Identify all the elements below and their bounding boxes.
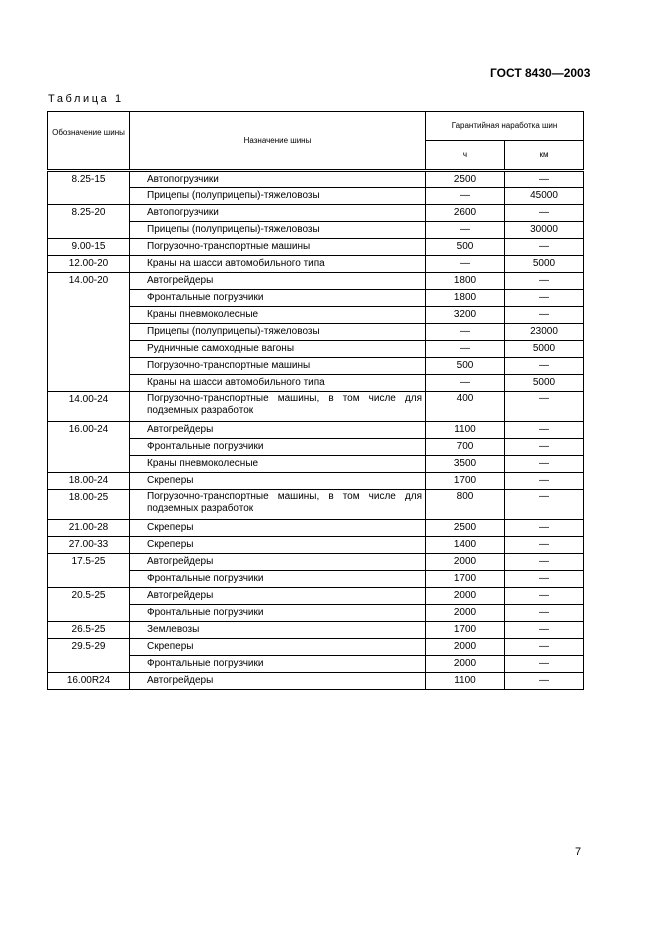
cell-km: — [505,673,584,690]
cell-hours: 3500 [426,456,505,473]
cell-hours: 1100 [426,422,505,439]
cell-purpose: Скреперы [130,639,426,656]
cell-purpose: Скреперы [130,473,426,490]
table-row [48,520,584,537]
cell-km: 5000 [505,256,584,273]
cell-designation: 18.00-25 [48,490,130,520]
cell-hours: 2600 [426,205,505,222]
cell-hours: 400 [426,392,505,422]
cell-hours: 2000 [426,554,505,571]
cell-purpose: Прицепы (полуприцепы)-тяжеловозы [130,222,426,239]
cell-hours: — [426,222,505,239]
cell-hours: — [426,324,505,341]
cell-km: — [505,273,584,290]
cell-purpose: Погрузочно-транспортные машины, в том числе для подземных разработок [130,490,426,520]
cell-designation: 27.00-33 [48,537,130,554]
column-header-hours: ч [426,141,505,171]
cell-purpose: Прицепы (полуприцепы)-тяжеловозы [130,324,426,341]
table-row [48,256,584,273]
cell-purpose: Скреперы [130,537,426,554]
cell-purpose: Землевозы [130,622,426,639]
cell-hours: 1700 [426,473,505,490]
cell-purpose: Краны на шасси автомобильного типа [130,375,426,392]
column-header-designation: Обозначение шины [48,112,130,171]
cell-designation: 14.00-24 [48,392,130,422]
table-row [48,171,584,188]
cell-hours: 1700 [426,571,505,588]
table-row [48,473,584,490]
tire-warranty-table [47,111,584,690]
table-header [48,112,584,171]
cell-km: 5000 [505,341,584,358]
cell-km: — [505,622,584,639]
cell-hours: 1800 [426,290,505,307]
cell-hours: 700 [426,439,505,456]
cell-km: — [505,439,584,456]
table-row [48,422,584,439]
cell-hours: — [426,375,505,392]
cell-hours: 1100 [426,673,505,690]
table-row [48,537,584,554]
table-row [48,205,584,222]
cell-designation: 18.00-24 [48,473,130,490]
cell-km: 23000 [505,324,584,341]
cell-hours: 2500 [426,171,505,188]
cell-purpose: Погрузочно-транспортные машины [130,239,426,256]
cell-purpose: Погрузочно-транспортные машины, в том числе для подземных разработок [130,392,426,422]
cell-hours: 2000 [426,588,505,605]
cell-hours: 2500 [426,520,505,537]
cell-km: — [505,290,584,307]
cell-km: — [505,422,584,439]
cell-km: — [505,392,584,422]
document-standard-number: ГОСТ 8430—2003 [490,66,591,80]
table-row [48,392,584,422]
cell-purpose: Фронтальные погрузчики [130,439,426,456]
cell-purpose: Фронтальные погрузчики [130,605,426,622]
cell-designation: 17.5-25 [48,554,130,588]
cell-purpose: Автогрейдеры [130,588,426,605]
cell-purpose: Автопогрузчики [130,205,426,222]
table-row [48,554,584,571]
table-row [48,490,584,520]
cell-purpose: Автогрейдеры [130,554,426,571]
cell-purpose: Краны на шасси автомобильного типа [130,256,426,273]
cell-designation: 16.00-24 [48,422,130,473]
table-row [48,239,584,256]
cell-purpose: Автогрейдеры [130,673,426,690]
cell-purpose: Фронтальные погрузчики [130,571,426,588]
cell-km: — [505,307,584,324]
cell-purpose: Прицепы (полуприцепы)-тяжеловозы [130,188,426,205]
cell-hours: 2000 [426,656,505,673]
page-number: 7 [575,846,582,858]
column-header-warranty: Гарантийная наработка шин [426,112,584,141]
cell-hours: 800 [426,490,505,520]
table-caption: Таблица 1 [48,93,124,105]
cell-hours: 2000 [426,639,505,656]
cell-km: — [505,490,584,520]
table-body [48,171,584,690]
cell-km: — [505,520,584,537]
cell-km: — [505,537,584,554]
cell-km: 5000 [505,375,584,392]
cell-km: — [505,358,584,375]
cell-purpose: Рудничные самоходные вагоны [130,341,426,358]
cell-designation: 14.00-20 [48,273,130,392]
cell-hours: 2000 [426,605,505,622]
cell-hours: 500 [426,358,505,375]
cell-km: — [505,171,584,188]
cell-purpose: Краны пневмоколесные [130,456,426,473]
cell-designation: 8.25-20 [48,205,130,239]
cell-hours: — [426,188,505,205]
cell-purpose: Автогрейдеры [130,273,426,290]
cell-km: — [505,554,584,571]
column-header-purpose: Назначение шины [130,112,426,171]
cell-hours: 1800 [426,273,505,290]
cell-hours: 500 [426,239,505,256]
cell-designation: 8.25-15 [48,171,130,205]
cell-hours: 1700 [426,622,505,639]
cell-km: — [505,639,584,656]
cell-designation: 16.00R24 [48,673,130,690]
cell-km: — [505,205,584,222]
table-row [48,273,584,290]
cell-designation: 9.00-15 [48,239,130,256]
table-row [48,622,584,639]
cell-designation: 12.00-20 [48,256,130,273]
cell-km: — [505,473,584,490]
cell-km: — [505,239,584,256]
cell-hours: 3200 [426,307,505,324]
cell-designation: 20.5-25 [48,588,130,622]
column-header-km: км [505,141,584,171]
cell-km: — [505,456,584,473]
cell-km: — [505,588,584,605]
table-row [48,673,584,690]
cell-km: 45000 [505,188,584,205]
cell-designation: 21.00-28 [48,520,130,537]
cell-designation: 29.5-29 [48,639,130,673]
cell-hours: 1400 [426,537,505,554]
table-row [48,588,584,605]
cell-purpose: Автопогрузчики [130,171,426,188]
cell-purpose: Краны пневмоколесные [130,307,426,324]
table-row [48,639,584,656]
cell-designation: 26.5-25 [48,622,130,639]
cell-purpose: Скреперы [130,520,426,537]
cell-hours: — [426,256,505,273]
cell-purpose: Фронтальные погрузчики [130,290,426,307]
cell-purpose: Погрузочно-транспортные машины [130,358,426,375]
cell-purpose: Автогрейдеры [130,422,426,439]
cell-purpose: Фронтальные погрузчики [130,656,426,673]
cell-hours: — [426,341,505,358]
cell-km: 30000 [505,222,584,239]
cell-km: — [505,656,584,673]
cell-km: — [505,571,584,588]
cell-km: — [505,605,584,622]
